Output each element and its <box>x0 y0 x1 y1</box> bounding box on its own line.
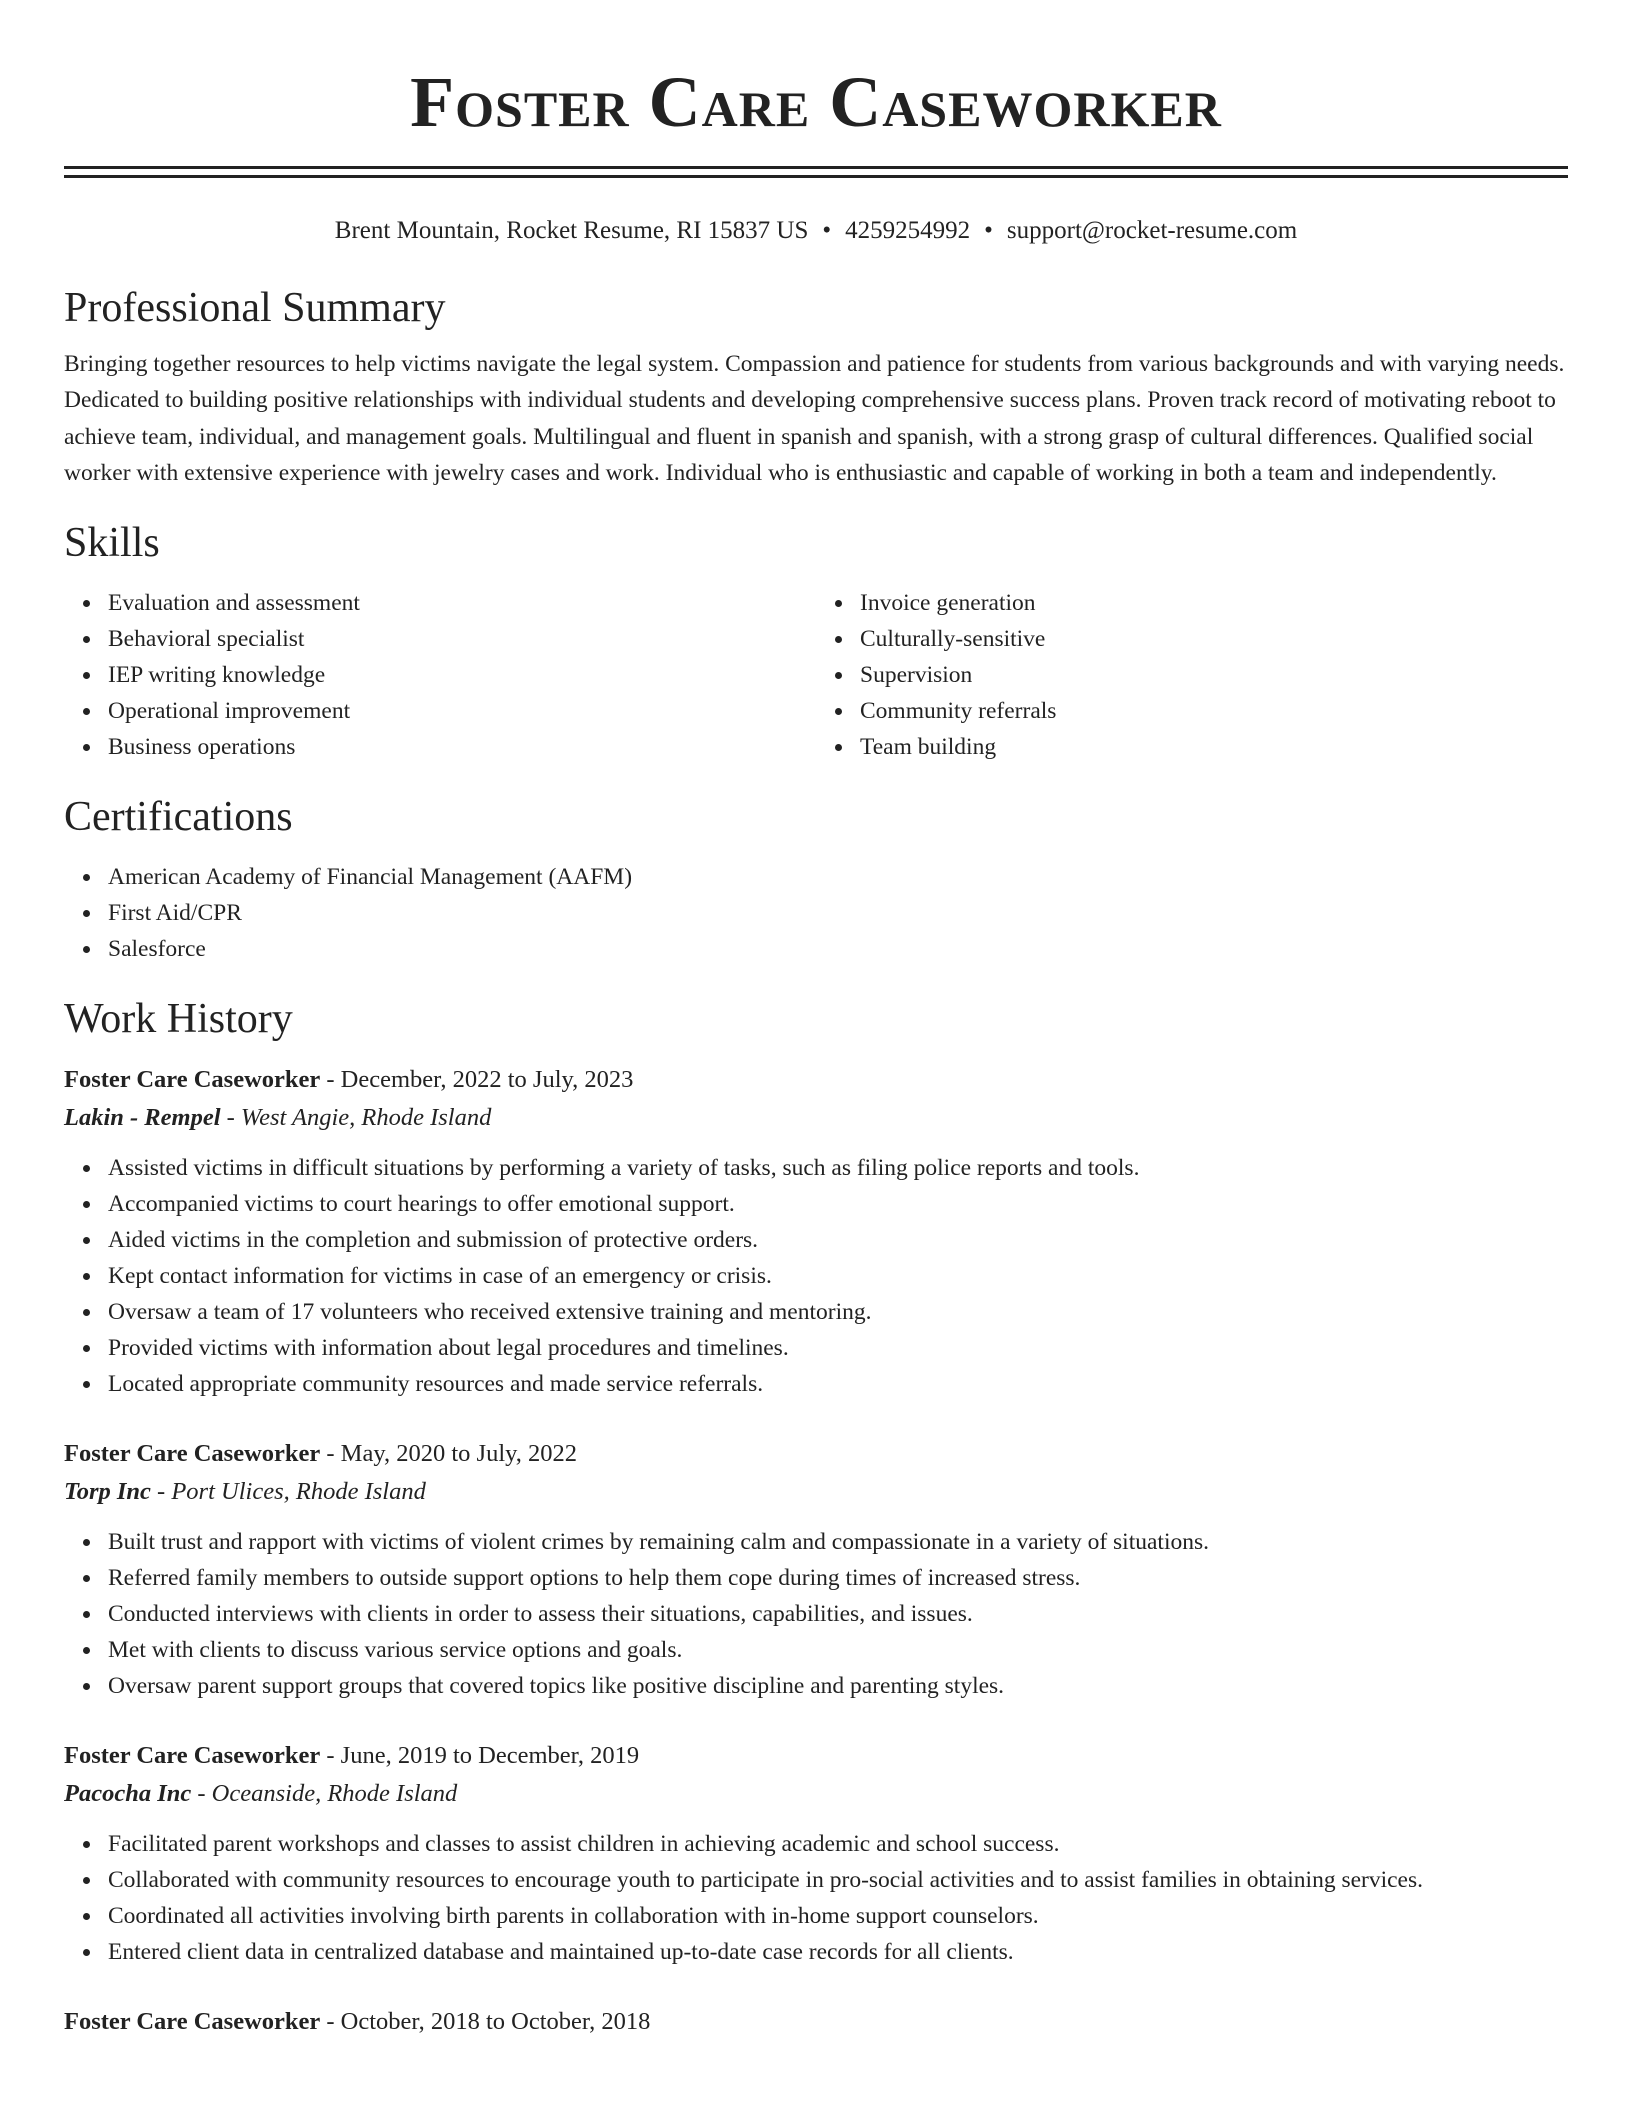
job-title: Foster Care Caseworker <box>64 2008 321 2036</box>
summary-text: Bringing together resources to help victims navigate the legal system. Compassion and patience for students from various backgrounds and with varying needs. Dedicated to building positive relationships with individual students and developing comprehensive success plans. Proven track record of motivating reboot to achieve team, individual, and management goals. Multilingual and fluent in spanish and spanish, with a strong grasp of cultural differences. Qualified social worker with extensive experience with jewelry cases and work. Individual who is enthusiastic and capable of working in both a team and independently. <box>64 351 1565 486</box>
list-item: Operational improvement <box>108 693 816 729</box>
contact-separator: • <box>984 217 993 244</box>
job-title-line <box>64 1061 1568 1099</box>
job-entry <box>64 1061 1568 1402</box>
list-item: Team building <box>860 729 1568 765</box>
job-entry <box>64 2003 1568 2041</box>
list-item: Evaluation and assessment <box>108 585 816 621</box>
list-item: Coordinated all activities involving birth parents in collaboration with in-home support counselors. <box>108 1898 1568 1934</box>
job-bullet-list <box>64 1524 1568 1704</box>
skills-list-right <box>816 585 1568 765</box>
list-item: Behavioral specialist <box>108 621 816 657</box>
job-location: - Port Ulices, Rhode Island <box>150 1478 426 1506</box>
skills-columns <box>64 585 1568 765</box>
job-title: Foster Care Caseworker <box>64 1440 321 1468</box>
contact-line <box>64 214 1568 248</box>
job-company-line <box>64 1473 1568 1511</box>
list-item: Supervision <box>860 657 1568 693</box>
contact-phone: 4259254992 <box>845 217 971 244</box>
job-dates: - May, 2020 to July, 2022 <box>320 1440 578 1468</box>
resume-page <box>64 0 1568 2041</box>
job-title: Foster Care Caseworker <box>64 1066 321 1094</box>
job-entry <box>64 1737 1568 1970</box>
list-item: Entered client data in centralized database and maintained up-to-date case records for all clients. <box>108 1934 1568 1970</box>
list-item: Oversaw parent support groups that covered topics like positive discipline and parenting styles. <box>108 1668 1568 1704</box>
job-company-line <box>64 1775 1568 1813</box>
list-item: Aided victims in the completion and submission of protective orders. <box>108 1222 1568 1258</box>
job-dates: - December, 2022 to July, 2023 <box>320 1066 634 1094</box>
job-company: Torp Inc <box>64 1478 151 1506</box>
list-item: Community referrals <box>860 693 1568 729</box>
list-item: Accompanied victims to court hearings to offer emotional support. <box>108 1186 1568 1222</box>
list-item: Met with clients to discuss various service options and goals. <box>108 1632 1568 1668</box>
list-item: Invoice generation <box>860 585 1568 621</box>
list-item: American Academy of Financial Management (AAFM) <box>108 859 1568 895</box>
list-item: Culturally-sensitive <box>860 621 1568 657</box>
job-bullet-list <box>64 1826 1568 1970</box>
job-company: Pacocha Inc <box>64 1780 192 1808</box>
job-title: Foster Care Caseworker <box>64 1742 321 1770</box>
job-location: - West Angie, Rhode Island <box>220 1104 492 1132</box>
list-item: Referred family members to outside support options to help them cope during times of increased stress. <box>108 1560 1568 1596</box>
certifications-heading: Certifications <box>64 794 293 841</box>
skills-list-left <box>64 585 816 765</box>
job-bullet-list <box>64 1150 1568 1402</box>
work-history-heading: Work History <box>64 996 293 1043</box>
title-divider-bottom <box>64 175 1568 178</box>
summary-heading: Professional Summary <box>64 285 446 331</box>
contact-separator: • <box>822 217 832 244</box>
contact-email: support@rocket-resume.com <box>1006 217 1298 244</box>
list-item: Conducted interviews with clients in order to assess their situations, capabilities, and issues. <box>108 1596 1568 1632</box>
list-item: Provided victims with information about legal procedures and timelines. <box>108 1330 1568 1366</box>
job-dates: - June, 2019 to December, 2019 <box>320 1742 640 1770</box>
list-item: Salesforce <box>108 931 1568 967</box>
job-entry <box>64 1435 1568 1704</box>
job-location: - Oceanside, Rhode Island <box>191 1780 458 1808</box>
contact-address: Brent Mountain, Rocket Resume, RI 15837 US <box>334 217 809 244</box>
list-item: Built trust and rapport with victims of violent crimes by remaining calm and compassionate in a variety of situations. <box>108 1524 1568 1560</box>
list-item: Facilitated parent workshops and classes to assist children in achieving academic and school success. <box>108 1826 1568 1862</box>
skills-heading: Skills <box>64 520 160 567</box>
job-dates: - October, 2018 to October, 2018 <box>320 2008 651 2036</box>
list-item: Oversaw a team of 17 volunteers who received extensive training and mentoring. <box>108 1294 1568 1330</box>
page-title: Foster Care Caseworker <box>410 62 1222 142</box>
job-company-line <box>64 1099 1568 1137</box>
list-item: Business operations <box>108 729 816 765</box>
job-title-line <box>64 2003 1568 2041</box>
certifications-list <box>64 859 1568 967</box>
list-item: Assisted victims in difficult situations by performing a variety of tasks, such as filing police reports and tools. <box>108 1150 1568 1186</box>
job-company: Lakin - Rempel <box>64 1104 221 1132</box>
title-divider-top <box>64 166 1568 169</box>
job-title-line <box>64 1435 1568 1473</box>
list-item: Collaborated with community resources to encourage youth to participate in pro-social activities and to assist families in obtaining services. <box>108 1862 1568 1898</box>
list-item: IEP writing knowledge <box>108 657 816 693</box>
job-title-line <box>64 1737 1568 1775</box>
list-item: Kept contact information for victims in case of an emergency or crisis. <box>108 1258 1568 1294</box>
list-item: Located appropriate community resources and made service referrals. <box>108 1366 1568 1402</box>
list-item: First Aid/CPR <box>108 895 1568 931</box>
